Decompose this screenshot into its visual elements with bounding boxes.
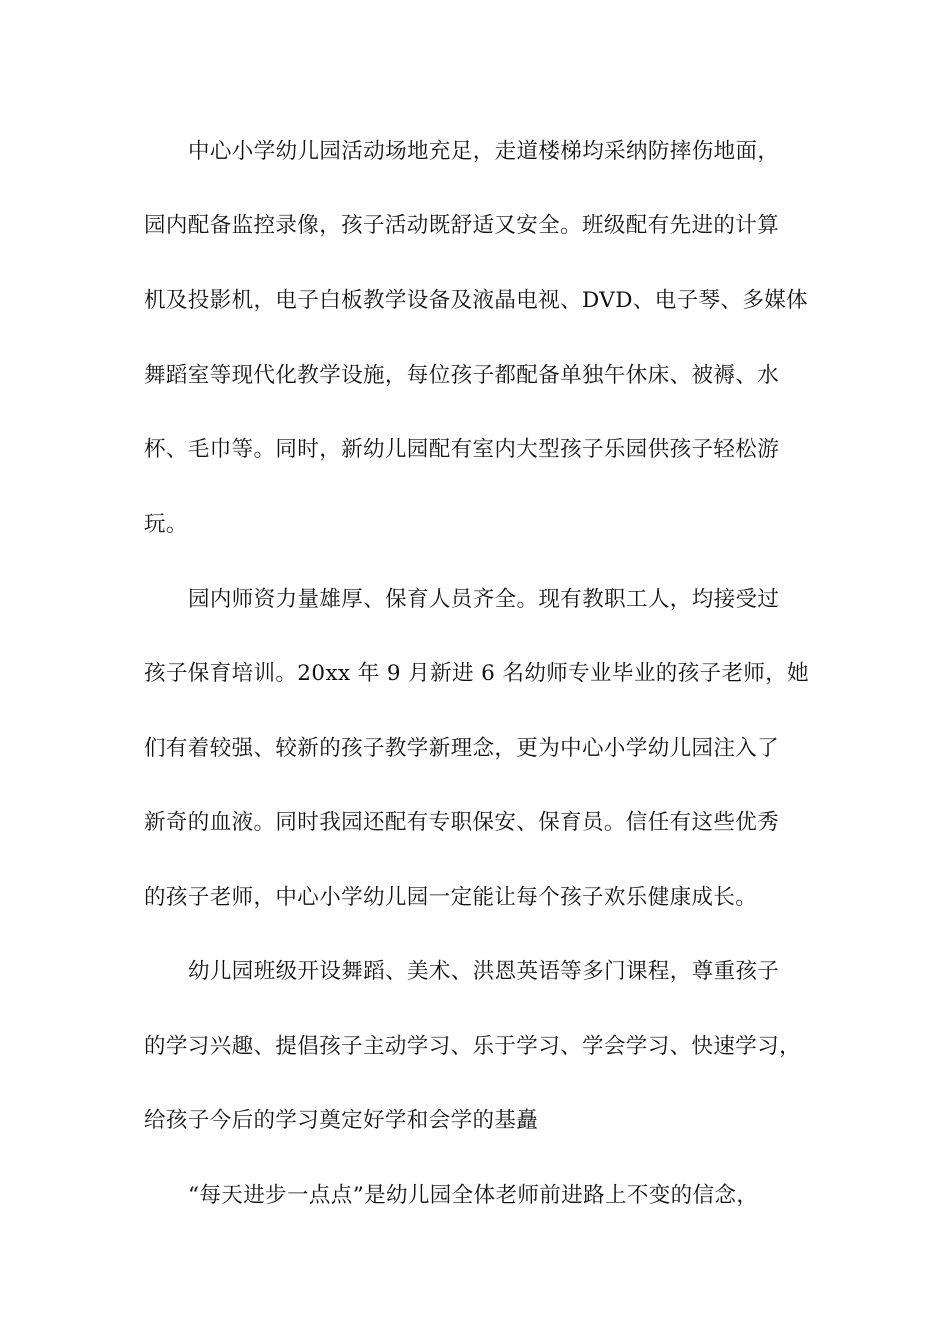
paragraph-3-line-2: 的学习兴趣、提倡孩子主动学习、乐于学习、学会学习、快速学习， [144, 1034, 802, 1059]
paragraph-2-line-4: 新奇的血液。同时我园还配有专职保安、保育员。信任有这些优秀 [144, 810, 780, 835]
paragraph-4-line-1: “每天进步一点点”是幼儿园全体老师前进路上不变的信念， [188, 1183, 759, 1208]
paragraph-1-line-5: 杯、毛巾等。同时，新幼儿园配有室内大型孩子乐园供孩子轻松游 [144, 437, 780, 462]
paragraph-2-line-3: 们有着较强、较新的孩子教学新理念，更为中心小学幼儿园注入了 [144, 736, 780, 761]
paragraph-3-line-3: 给孩子今后的学习奠定好学和会学的基矗 [144, 1108, 539, 1133]
paragraph-2-line-2: 孩子保育培训。20xx 年 9 月新进 6 名幼师专业毕业的孩子老师，她 [144, 661, 810, 686]
paragraph-2-line-1: 园内师资力量雄厚、保育人员齐全。现有教职工人，均接受过 [188, 587, 780, 612]
paragraph-1-line-3: 机及投影机，电子白板教学设备及液晶电视、DVD、电子琴、多媒体 [144, 288, 809, 313]
paragraph-1-line-1: 中心小学幼儿园活动场地充足，走道楼梯均采纳防摔伤地面， [188, 139, 780, 164]
paragraph-1-line-4: 舞蹈室等现代化教学设施，每位孩子都配备单独午休床、被褥、水 [144, 363, 780, 388]
paragraph-1-line-2: 园内配备监控录像，孩子活动既舒适又安全。班级配有先进的计算 [144, 213, 780, 238]
paragraph-1-line-6: 玩。 [144, 512, 188, 537]
paragraph-3-line-1: 幼儿园班级开设舞蹈、美术、洪恩英语等多门课程，尊重孩子 [188, 959, 780, 984]
paragraph-2-line-5: 的孩子老师，中心小学幼儿园一定能让每个孩子欢乐健康成长。 [144, 885, 758, 910]
